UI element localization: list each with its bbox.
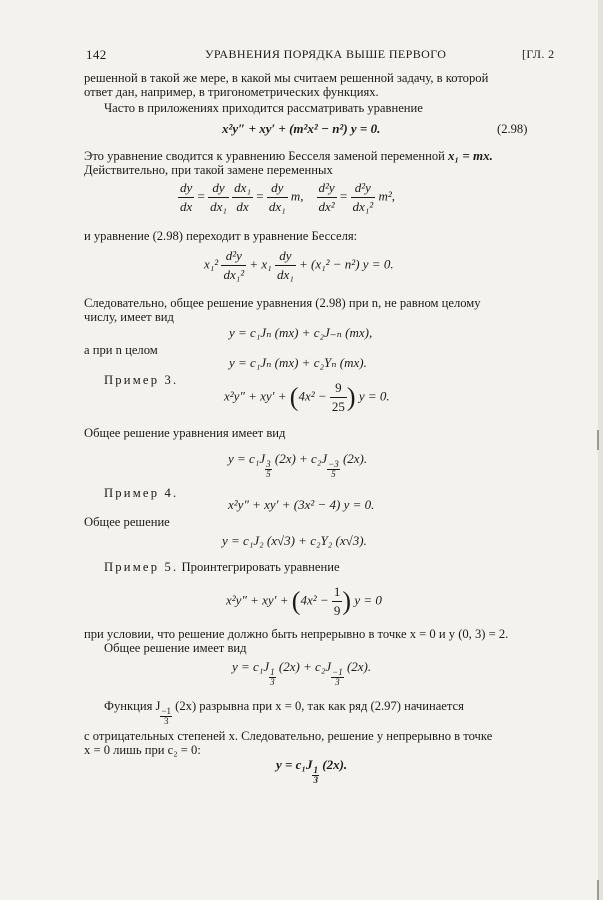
example-3-label: Пример 3.: [104, 373, 179, 387]
eq-right: y = 0: [354, 592, 382, 608]
index-den: 3: [335, 677, 340, 687]
frac-den: dx₁: [276, 267, 294, 282]
frac-den: 9: [333, 603, 341, 618]
function-name: Функция J: [104, 699, 161, 713]
sol-part-a: y = c₁J: [232, 659, 270, 674]
example-3-equation: [224, 380, 390, 415]
eq-left: x²y″ + xy′ +: [226, 592, 289, 608]
scan-edge: [598, 0, 603, 900]
index-num-value: 3: [334, 459, 339, 469]
para8-line2: с отрицательных степеней x. Следовательно, решение y непрерывно в точке: [84, 729, 493, 743]
para2-line1: Часто в приложениях приходится рассматривать уравнение: [104, 101, 423, 115]
frac-den: dx: [236, 199, 249, 214]
index-sign: −: [161, 706, 167, 716]
index-num: 1: [270, 667, 275, 677]
para1-line1: решенной в такой же мере, в какой мы считаем решенной задачу, в которой: [84, 71, 489, 85]
sol-part-b: (2x).: [322, 757, 348, 772]
index-den: 3: [313, 775, 318, 785]
index-sign: −: [332, 667, 339, 677]
right-paren: ): [342, 586, 352, 616]
equation-2-98: x²y″ + xy′ + (m²x² − n²) y = 0.: [222, 121, 381, 136]
frac-den: dx₁²: [352, 199, 374, 214]
factor-m: m,: [290, 188, 304, 204]
frac-den: dx₁: [268, 199, 286, 214]
general-solution-text-2: Общее решение: [84, 515, 170, 529]
sol-part-c: (2x).: [342, 451, 368, 466]
eq-inner: 4x² −: [300, 592, 329, 608]
example-4-label: Пример 4.: [104, 486, 179, 500]
index-den: 5: [266, 469, 271, 479]
plus-x1: + x₁: [249, 256, 272, 272]
para7-line2: Общее решение имеет вид: [104, 641, 247, 655]
frac-num: d²y: [317, 180, 337, 198]
page-number: 142: [86, 47, 107, 62]
sol-part-a: y = c₁J: [228, 451, 266, 466]
frac-1-9: [332, 584, 343, 619]
index-num-value: 1: [166, 706, 172, 716]
index-num: 3: [266, 459, 271, 469]
index-frac-2: [327, 460, 340, 479]
equation-label-2-98: (2.98): [497, 122, 528, 136]
para8-line3: x = 0 лишь при c₂ = 0:: [84, 743, 201, 757]
frac-dy-dx1: [208, 180, 229, 215]
sol-part-a: y = c₁J: [276, 757, 313, 772]
index-sign: −: [328, 459, 335, 469]
para3-line2: Действительно, при такой замене переменных: [84, 163, 333, 177]
para4-line1: и уравнение (2.98) переходит в уравнение Бесселя:: [84, 229, 358, 243]
example-5-equation: [226, 584, 382, 619]
chapter-ref: [ГЛ. 2: [522, 47, 555, 61]
left-paren: (: [289, 382, 299, 412]
frac-dy-dx1: [275, 248, 296, 283]
general-solution-1: y = c₁Jₙ (mx) + c₂J₋ₙ (mx),: [229, 325, 373, 340]
index-num: 1: [313, 765, 318, 775]
para6: а при n целом: [84, 343, 158, 357]
x1-squared: x₁²: [204, 256, 219, 272]
right-paren: ): [346, 382, 356, 412]
general-solution-text-1: Общее решение уравнения имеет вид: [84, 426, 286, 440]
index-frac-1: [265, 460, 272, 479]
index-frac-2: [331, 668, 344, 687]
frac-den: dx: [180, 199, 193, 214]
frac-d2y-dx1sq: [351, 180, 376, 215]
para5-line2: числу, имеет вид: [84, 310, 174, 324]
para1-line2: ответ дан, например, в тригонометрических функциях.: [84, 85, 379, 99]
substitution-equation: $\frac{dy}{dx}$ = $\frac{dy}{\text{dx₁}}$ $\frac{\text{dx₁}}{dx}$ = $\frac{dy}{\text{dx₁}}$ m, $\frac{\text{d²y}}{\text{dx²}}$ = $\frac{\text{d²y}}{\text{dx₁²}}$ m²,: [180, 180, 395, 214]
example-5-solution: [232, 659, 371, 687]
example-4-solution: y = c₁J₂ (x√3) + c₂Y₂ (x√3).: [222, 533, 367, 548]
eq-right: y = 0.: [358, 388, 390, 404]
para5-line1: Следовательно, общее решение уравнения (2.98) при n, не равном целому: [84, 296, 481, 310]
index-num-value: 1: [338, 667, 343, 677]
frac-num: dx₁: [232, 180, 253, 198]
scan-mark: [597, 880, 599, 900]
index-den: 3: [163, 716, 169, 726]
frac-num: d²y: [221, 248, 246, 266]
index-frac: [312, 766, 319, 785]
frac-den: dx₁: [210, 199, 227, 214]
substitution-expr: x₁ = mx.: [448, 148, 493, 163]
running-title: УРАВНЕНИЯ ПОРЯДКА ВЫШЕ ПЕРВОГО: [205, 47, 447, 61]
example-5-line: [104, 560, 340, 574]
frac-num: dy: [178, 180, 194, 198]
eq-left: x²y″ + xy′ +: [224, 388, 287, 404]
final-solution: [276, 757, 347, 785]
index-den: 3: [270, 677, 275, 687]
para8-line1: [104, 699, 464, 726]
frac-num: dy: [208, 180, 229, 198]
frac-dy-dx1-b: [267, 180, 288, 215]
frac-dy-dx: [178, 180, 194, 215]
scan-mark: [597, 430, 599, 450]
frac-num: 9: [330, 380, 347, 398]
eq-inner: 4x² −: [298, 388, 327, 404]
frac-den: dx₁²: [223, 267, 245, 282]
para8-text: (2x) разрывна при x = 0, так как ряд (2.97) начинается: [175, 699, 464, 713]
para3-text: Это уравнение сводится к уравнению Бесселя заменой переменной: [84, 149, 445, 163]
frac-num: dy: [267, 180, 288, 198]
para7-line1: при условии, что решение должно быть непрерывно в точке x = 0 и y (0, 3) = 2.: [84, 627, 509, 641]
frac-num: d²y: [351, 180, 376, 198]
bessel-tail: + (x₁² − n²) y = 0.: [298, 256, 394, 272]
example-5-label: Пример 5.: [104, 560, 179, 574]
para3-line1: [84, 149, 493, 163]
frac-9-25: [330, 380, 347, 415]
index-den: 5: [331, 469, 336, 479]
frac-num: dy: [275, 248, 296, 266]
frac-den: dx²: [318, 199, 335, 214]
sol-part-c: (2x).: [346, 659, 372, 674]
frac-den: 25: [331, 399, 345, 414]
index-frac-1: [269, 668, 276, 687]
frac-dx1-dx: [232, 180, 253, 215]
index-frac: [160, 707, 172, 726]
example-3-solution: [228, 451, 367, 479]
frac-num: 1: [332, 584, 343, 602]
bessel-equation: [204, 248, 394, 283]
sol-part-b: (2x) + c₂J: [278, 659, 332, 674]
sol-part-b: (2x) + c₂J: [274, 451, 328, 466]
frac-d2y-dx1sq: [221, 248, 246, 283]
factor-m2: m²,: [378, 188, 395, 204]
frac-d2y-dx2: [317, 180, 337, 215]
left-paren: (: [291, 586, 301, 616]
example-4-equation: x²y″ + xy′ + (3x² − 4) y = 0.: [228, 497, 375, 512]
example-5-text: Проинтегрировать уравнение: [181, 560, 340, 574]
general-solution-2: y = c₁Jₙ (mx) + c₂Yₙ (mx).: [229, 355, 367, 370]
